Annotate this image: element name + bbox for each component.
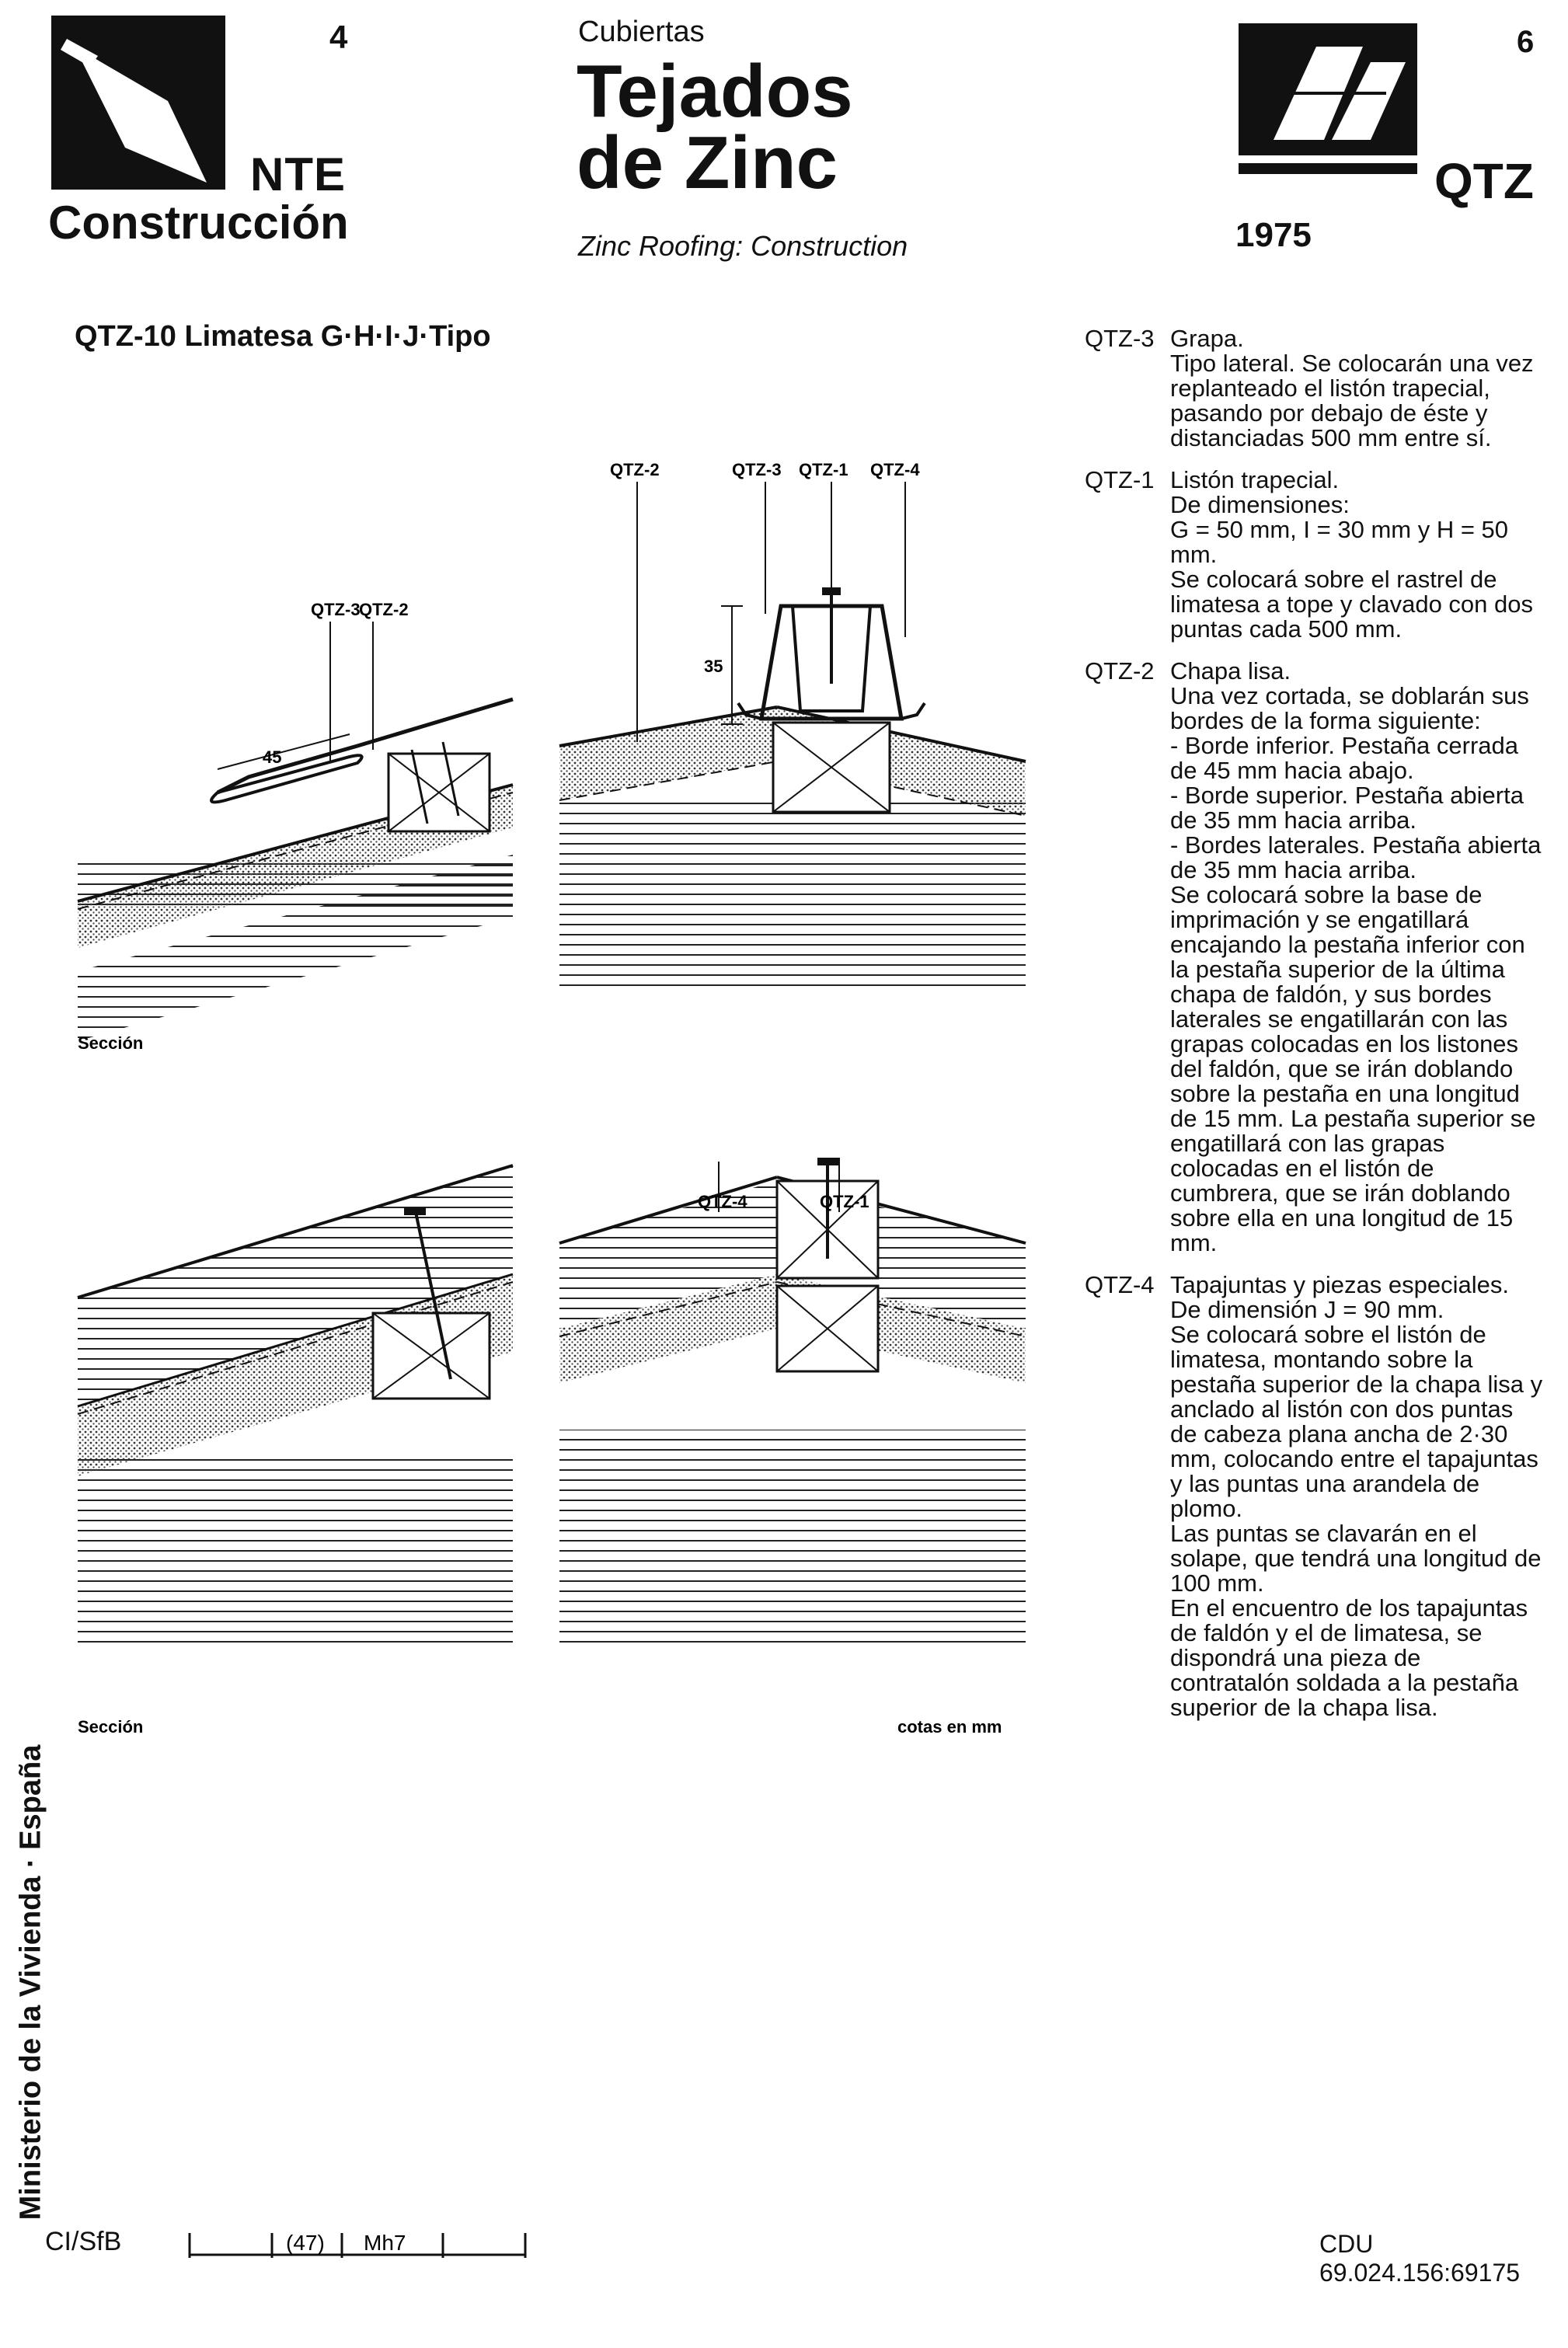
spec-name: Listón trapecial. xyxy=(1170,466,1340,493)
spec-line: - Bordes laterales. Pestaña abierta de 35 mm hacia arriba. xyxy=(1170,831,1542,883)
sheet-number: 6 xyxy=(1517,25,1535,59)
hatch-base-right xyxy=(559,800,1026,995)
section-title: QTZ-10 Limatesa G·H·I·J·Tipo xyxy=(75,320,491,353)
cisfb-boxes xyxy=(186,2224,528,2259)
spec-line: Las puntas se clavarán en el solape, que tendrá una longitud de 100 mm. xyxy=(1170,1520,1542,1597)
spec-line: En el encuentro de los tapajuntas de faldón y el de limatesa, se dispondrá una pieza de contratalón soldada a la pestaña superior de la chapa lisa. xyxy=(1170,1594,1528,1721)
nte-logo xyxy=(51,16,225,190)
spec-code: QTZ-1 xyxy=(1085,466,1155,493)
spec-item-qtz-1 xyxy=(1085,468,1543,642)
label-qtz-4-b: QTZ-4 xyxy=(698,1192,747,1211)
document-code: QTZ xyxy=(1434,153,1534,209)
nte-label: NTE xyxy=(250,148,346,200)
qtz-logo xyxy=(1239,23,1417,186)
cisfb-label: CI/SfB xyxy=(45,2227,122,2256)
category-label: Cubiertas xyxy=(578,16,705,48)
spec-code: QTZ-2 xyxy=(1085,657,1155,685)
spec-code: QTZ-3 xyxy=(1085,325,1155,352)
spec-code: QTZ-4 xyxy=(1085,1271,1155,1298)
spec-line: De dimensión J = 90 mm. xyxy=(1170,1296,1444,1323)
spec-line: Tipo lateral. Se colocarán una vez replanteado el listón trapecial, pasando por debajo de éste y distanciadas 500 mm entre sí. xyxy=(1170,350,1534,451)
label-qtz-1-b: QTZ-1 xyxy=(820,1192,869,1211)
spec-line: Se colocará sobre el listón de limatesa, montando sobre la pestaña superior de la chapa lisa y anclado al listón con dos puntas de cabeza plana ancha de 2·30 mm, colocando entre el tapajuntas y las puntas una arandela de plomo. xyxy=(1170,1321,1543,1522)
trowel-icon xyxy=(51,16,225,190)
drawing-bottom-right xyxy=(559,1158,1026,1737)
label-qtz-4-a: QTZ-4 xyxy=(870,460,920,479)
label-qtz-2-a: QTZ-2 xyxy=(359,600,409,619)
spec-line: Se colocará sobre la base de imprimación y se engatillará encajando la pestaña inferior con la pestaña superior de la última chapa de faldón, y sus bordes laterales se engatillarán con las grapas colocadas en los listones del faldón, que se irán doblando sobre la pestaña en una longitud de 15 mm. La pestaña superior se engatillará con las grapas colocadas en el listón de cumbrera, que se irán doblando sobre ella en una longitud de 15 mm. xyxy=(1170,881,1536,1256)
spec-line: G = 50 mm, I = 30 mm y H = 50 mm. xyxy=(1170,516,1509,568)
title-line-2: de Zinc xyxy=(577,121,838,204)
roof-tiles-icon xyxy=(1239,23,1417,186)
spec-line: - Borde inferior. Pestaña cerrada de 45 mm hacia abajo. xyxy=(1170,732,1519,784)
specification-list xyxy=(1085,326,1543,1737)
cisfb-box-2: Mh7 xyxy=(364,2231,406,2255)
dimension-45: 45 xyxy=(263,747,282,767)
spec-name: Tapajuntas y piezas especiales. xyxy=(1170,1271,1509,1298)
spec-item-qtz-2 xyxy=(1085,659,1543,1256)
technical-drawings xyxy=(62,435,1033,1756)
units-note: cotas en mm xyxy=(897,1717,1002,1737)
nte-subtitle: Construcción xyxy=(48,197,349,249)
drawing-top-left xyxy=(78,600,513,1053)
caption-section-top: Sección xyxy=(78,1033,144,1053)
label-qtz-3-a: QTZ-3 xyxy=(311,600,361,619)
ministry-vertical-label: Ministerio de la Vivienda · España xyxy=(14,1744,47,2221)
nte-number: 4 xyxy=(329,19,348,55)
page-subtitle: Zinc Roofing: Construction xyxy=(578,230,908,262)
document-year: 1975 xyxy=(1235,216,1312,254)
spec-name: Chapa lisa. xyxy=(1170,657,1291,685)
cdu-code: CDU 69.024.156:69175 xyxy=(1319,2230,1521,2287)
title-line-1: Tejados xyxy=(577,50,853,133)
caption-section-bottom: Sección xyxy=(78,1717,144,1737)
drawing-bottom-left xyxy=(78,1165,513,1737)
label-qtz-2-b: QTZ-2 xyxy=(610,460,660,479)
spec-item-qtz-3 xyxy=(1085,326,1543,451)
cisfb-box-1: (47) xyxy=(286,2231,325,2255)
spec-line: Una vez cortada, se doblarán sus bordes de la forma siguiente: xyxy=(1170,682,1529,734)
label-qtz-3-b: QTZ-3 xyxy=(732,460,782,479)
spec-name: Grapa. xyxy=(1170,325,1244,352)
spec-line: De dimensiones: xyxy=(1170,491,1350,518)
page-title xyxy=(577,50,853,204)
spec-item-qtz-4 xyxy=(1085,1273,1543,1720)
spec-line: Se colocará sobre el rastrel de limatesa a tope y clavado con dos puntas cada 500 mm. xyxy=(1170,566,1533,643)
dimension-35: 35 xyxy=(704,657,723,676)
spec-line: - Borde superior. Pestaña abierta de 35 mm hacia arriba. xyxy=(1170,782,1524,834)
label-qtz-1-a: QTZ-1 xyxy=(799,460,848,479)
drawing-top-right xyxy=(559,460,1026,995)
